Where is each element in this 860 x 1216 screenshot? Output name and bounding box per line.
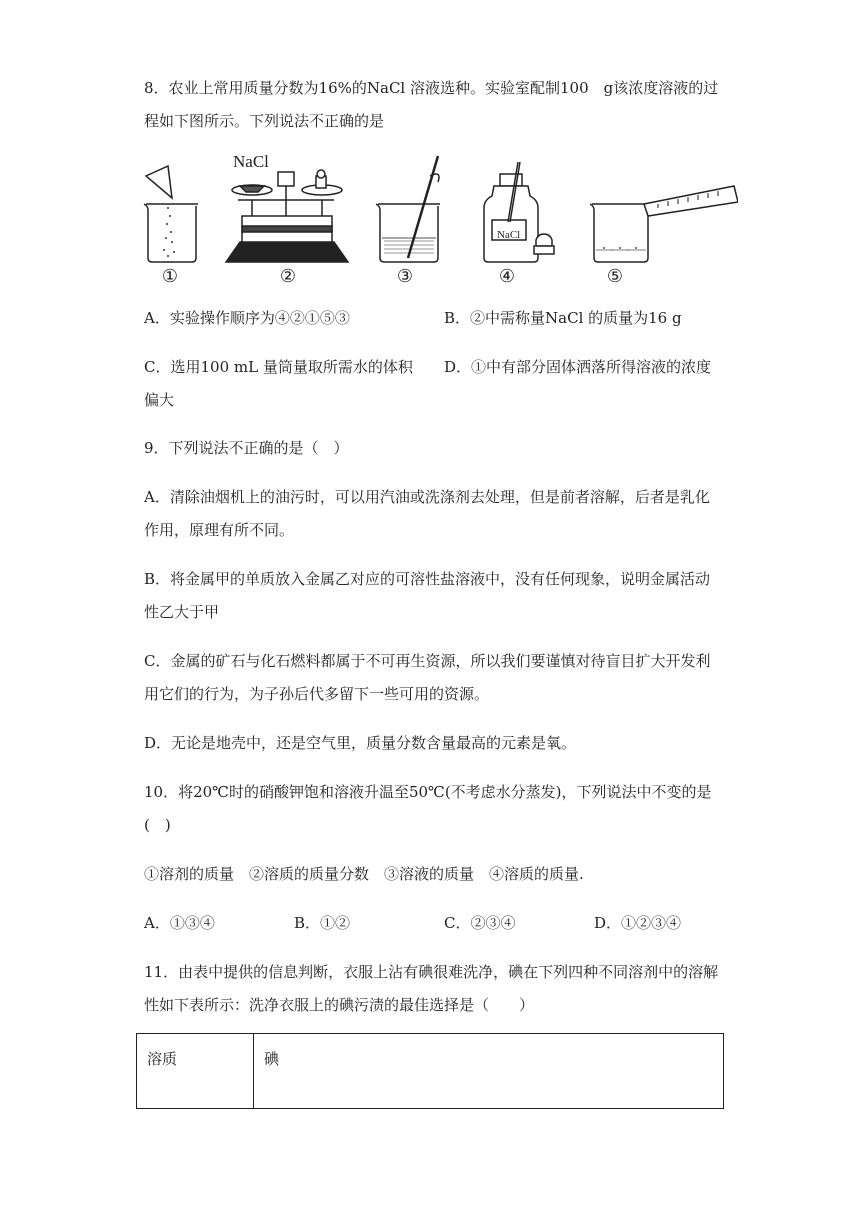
step-label-4: ④ <box>498 266 516 287</box>
beaker-cylinder-pouring-illustration <box>590 186 738 262</box>
q8-option-d-line1: D．①中有部分固体洒落所得溶液的浓度 <box>444 358 712 376</box>
table-header-cell: 溶质 <box>137 1034 254 1109</box>
q8-stem-line2: 程如下图所示。下列说法不正确的是 <box>144 112 385 130</box>
q8-stem-line1: 8．农业上常用质量分数为16%的NaCl 溶液选种。实验室配制100 g该浓度溶液的过 <box>144 79 719 97</box>
q10-option-b: B．①② <box>294 914 351 932</box>
q11-stem-line2: 性如下表所示：洗净衣服上的碘污渍的最佳选择是（ ） <box>144 996 535 1014</box>
q10-stem-line1: 10．将20℃时的硝酸钾饱和溶液升温至50℃(不考虑水分蒸发)，下列说法中不变的是 <box>144 783 712 801</box>
step-label-2: ② <box>279 266 297 287</box>
q9-option-d: D．无论是地壳中，还是空气里，质量分数含量最高的元素是氧。 <box>144 734 577 752</box>
q8-option-a: A．实验操作顺序为④②①⑤③ <box>144 309 350 327</box>
solution-preparation-figure <box>138 146 738 290</box>
q9-stem: 9．下列说法不正确的是（ ） <box>144 439 349 457</box>
q8-option-b: B．②中需称量NaCl 的质量为16 g <box>444 309 682 327</box>
q9-option-c-line1: C．金属的矿石与化石燃料都属于不可再生资源，所以我们要谨慎对待盲目扩大开发利 <box>144 652 711 670</box>
table-value-cell: 碘 <box>254 1034 724 1109</box>
q9-option-a-line2: 作用，原理有所不同。 <box>144 521 295 539</box>
q11-solubility-table <box>136 1033 724 1109</box>
q10-stem-line2: ( ) <box>144 816 171 834</box>
step-label-5: ⑤ <box>606 266 624 287</box>
q9-option-a-line1: A．清除油烟机上的油污时，可以用汽油或洗涤剂去处理，但是前者溶解，后者是乳化 <box>144 488 710 506</box>
beaker-stirring-illustration <box>376 156 440 262</box>
q8-option-c: C．选用100 mL 量筒量取所需水的体积 <box>144 358 413 376</box>
q9-option-b-line2: 性乙大于甲 <box>144 603 220 621</box>
nacl-reagent-bottle-illustration <box>484 162 554 262</box>
q10-items: ①溶剂的质量 ②溶质的质量分数 ③溶液的质量 ④溶质的质量. <box>144 865 584 883</box>
q8-option-d-line2: 偏大 <box>144 391 175 409</box>
nacl-label: NaCl <box>233 152 269 171</box>
q10-option-d: D．①②③④ <box>594 914 682 932</box>
q9-option-b-line1: B．将金属甲的单质放入金属乙对应的可溶性盐溶液中，没有任何现象，说明金属活动 <box>144 570 711 588</box>
step-label-1: ① <box>161 266 179 287</box>
nacl-bottle-label: NaCl <box>497 229 521 241</box>
beaker-pouring-solid-illustration <box>144 166 198 262</box>
table-row <box>137 1034 724 1109</box>
q11-stem-line1: 11．由表中提供的信息判断，衣服上沾有碘很难洗净，碘在下列四种不同溶剂中的溶解 <box>144 963 719 981</box>
q10-option-c: C．②③④ <box>444 914 516 932</box>
step-label-3: ③ <box>396 266 414 287</box>
q10-option-a: A．①③④ <box>144 914 215 932</box>
q9-option-c-line2: 用它们的行为，为子孙后代多留下一些可用的资源。 <box>144 685 490 703</box>
balance-scale-illustration <box>226 170 348 262</box>
